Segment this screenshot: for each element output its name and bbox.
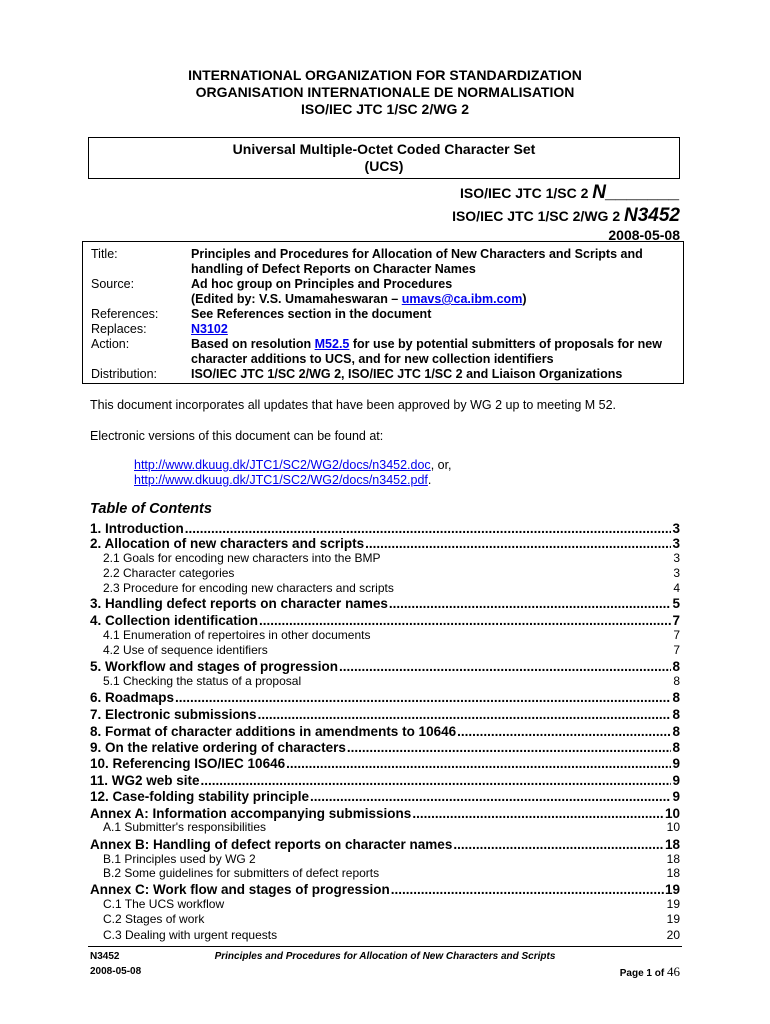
toc-entry-page: 8 — [672, 740, 680, 755]
doc-url-line — [134, 458, 452, 472]
toc-entry-page: 8 — [672, 707, 680, 722]
toc-entry-page: 7 — [672, 613, 680, 628]
toc-leader-dots — [201, 773, 672, 788]
toc-entry-title: 5.1 Checking the status of a proposal — [103, 674, 302, 688]
toc-entry-page: 3 — [673, 566, 680, 580]
pdf-url-line — [134, 473, 431, 487]
toc-leader-dots — [365, 536, 671, 551]
toc-entry-title: Annex C: Work flow and stages of progression — [90, 882, 390, 897]
toc-entry-title: C.2 Stages of work — [103, 912, 205, 926]
source-value-line1: Ad hoc group on Principles and Procedures — [191, 277, 453, 291]
title-value-line2: handling of Defect Reports on Character Names — [191, 262, 476, 276]
header-wg: ISO/IEC JTC 1/SC 2/WG 2 — [300, 101, 470, 117]
title-line1: Universal Multiple-Octet Coded Character Set — [232, 141, 536, 157]
toc-entry-title: 4.2 Use of sequence identifiers — [103, 643, 268, 657]
toc-entry-page: 3 — [673, 551, 680, 565]
toc-entry-page: 3 — [672, 521, 680, 536]
toc-entry[interactable] — [90, 536, 680, 551]
toc-entry-title: Annex B: Handling of defect reports on character names — [90, 837, 453, 852]
toc-entry-page: 8 — [672, 659, 680, 674]
references-value: See References section in the document — [191, 307, 432, 321]
toc-entry-title: Annex A: Information accompanying submissions — [90, 806, 412, 821]
toc-entry[interactable] — [90, 852, 680, 866]
toc-entry-page: 19 — [666, 912, 680, 926]
toc-entry-title: B.2 Some guidelines for submitters of defect reports — [103, 866, 380, 880]
toc-entry-page: 7 — [673, 628, 680, 642]
toc-entry[interactable] — [90, 566, 680, 580]
title-value-line1: Principles and Procedures for Allocation of New Characters and Scripts and — [191, 247, 643, 261]
toc-entry[interactable] — [90, 674, 680, 688]
toc-entry-page: 4 — [673, 581, 680, 595]
toc-entry-page: 8 — [672, 724, 680, 739]
toc-entry-page: 19 — [666, 897, 680, 911]
document-date: 2008-05-08 — [608, 227, 680, 243]
toc-entry-page: 18 — [666, 866, 680, 880]
toc-entry[interactable] — [90, 912, 680, 926]
toc-entry[interactable] — [90, 740, 680, 755]
toc-entry-title: 12. Case-folding stability principle — [90, 789, 310, 804]
toc-entry[interactable] — [90, 707, 680, 722]
replaces-link[interactable]: N3102 — [191, 322, 228, 336]
toc-entry[interactable] — [90, 806, 680, 821]
pdf-url-link[interactable]: http://www.dkuug.dk/JTC1/SC2/WG2/docs/n3452.pdf — [134, 473, 428, 487]
toc-leader-dots — [339, 659, 671, 674]
toc-title: Table of Contents — [90, 501, 212, 517]
toc-entry[interactable] — [90, 659, 680, 674]
toc-leader-dots — [175, 690, 671, 705]
toc-entry[interactable] — [90, 897, 680, 911]
source-close-paren: ) — [522, 292, 527, 306]
resolution-link[interactable]: M52.5 — [314, 337, 350, 351]
toc-entry[interactable] — [90, 820, 680, 834]
sc2-number: N_______ — [592, 182, 680, 203]
source-editor: (Edited by: V.S. Umamaheswaran – — [191, 292, 402, 306]
footer-divider — [88, 946, 682, 947]
source-value-line2 — [191, 292, 526, 306]
toc-entry[interactable] — [90, 628, 680, 642]
toc-entry[interactable] — [90, 756, 680, 771]
toc-entry-title: 10. Referencing ISO/IEC 10646 — [90, 756, 286, 771]
toc-leader-dots — [185, 521, 672, 536]
action-pre: Based on resolution — [191, 337, 315, 351]
toc-entry[interactable] — [90, 789, 680, 804]
header-org-fr: ORGANISATION INTERNATIONALE DE NORMALISATION — [195, 84, 575, 100]
wg2-document-number — [452, 205, 680, 227]
toc-entry-page: 9 — [672, 773, 680, 788]
toc-entry[interactable] — [90, 928, 680, 942]
sc2-prefix: ISO/IEC JTC 1/SC 2 — [460, 185, 593, 201]
toc-entry-page: 8 — [672, 690, 680, 705]
action-post: for use by potential submitters of proposals for new — [349, 337, 662, 351]
footer-page-total: 46 — [667, 964, 680, 979]
toc-entry[interactable] — [90, 643, 680, 657]
toc-entry-page: 19 — [664, 882, 680, 897]
toc-leader-dots — [259, 613, 671, 628]
replaces-label: Replaces: — [91, 322, 147, 336]
header-org-en: INTERNATIONAL ORGANIZATION FOR STANDARDIZATION — [188, 67, 582, 83]
toc-entry-title: 11. WG2 web site — [90, 773, 200, 788]
toc-entry-title: 2.2 Character categories — [103, 566, 235, 580]
title-line2: (UCS) — [364, 158, 404, 174]
toc-entry-page: 10 — [666, 820, 680, 834]
toc-entry-title: 4. Collection identification — [90, 613, 259, 628]
toc-entry-title: C.1 The UCS workflow — [103, 897, 225, 911]
toc-entry[interactable] — [90, 613, 680, 628]
toc-entry-title: 4.1 Enumeration of repertoires in other documents — [103, 628, 371, 642]
sc2-document-number — [460, 182, 680, 204]
toc-leader-dots — [310, 789, 671, 804]
action-label: Action: — [91, 337, 130, 351]
toc-entry[interactable] — [90, 690, 680, 705]
info-table — [82, 241, 684, 384]
distribution-label: Distribution: — [91, 367, 157, 381]
footer-page — [620, 964, 680, 980]
toc-entry-page: 8 — [673, 674, 680, 688]
toc-entry-page: 3 — [672, 536, 680, 551]
footer-date: 2008-05-08 — [90, 966, 142, 977]
wg2-prefix: ISO/IEC JTC 1/SC 2/WG 2 — [452, 208, 624, 224]
toc-entry[interactable] — [90, 581, 680, 595]
incorporation-paragraph: This document incorporates all updates that have been approved by WG 2 up to meeting M 52. — [90, 398, 617, 412]
toc-entry-page: 18 — [664, 837, 680, 852]
toc-entry-title: 8. Format of character additions in amendments to 10646 — [90, 724, 457, 739]
toc-entry-title: 5. Workflow and stages of progression — [90, 659, 339, 674]
toc-entry-title: 2. Allocation of new characters and scripts — [90, 536, 365, 551]
replaces-value — [191, 322, 228, 336]
toc-entry-page: 7 — [673, 643, 680, 657]
toc-entry[interactable] — [90, 773, 680, 788]
source-label: Source: — [91, 277, 135, 291]
toc-entry[interactable] — [90, 551, 680, 565]
doc-url-link[interactable]: http://www.dkuug.dk/JTC1/SC2/WG2/docs/n3452.doc — [134, 458, 431, 472]
toc-entry-page: 20 — [666, 928, 680, 942]
action-value-line1 — [191, 337, 662, 351]
toc-leader-dots — [258, 707, 672, 722]
toc-leader-dots — [391, 882, 664, 897]
toc-entry-title: 7. Electronic submissions — [90, 707, 257, 722]
editor-email-link[interactable]: umavs@ca.ibm.com — [401, 292, 523, 306]
toc-entry[interactable] — [90, 866, 680, 880]
toc-leader-dots — [412, 806, 664, 821]
toc-entry-title: 1. Introduction — [90, 521, 184, 536]
title-box — [88, 137, 680, 179]
footer-title: Principles and Procedures for Allocation of New Characters and Scripts — [214, 951, 556, 962]
doc-url-suffix: , or, — [430, 458, 452, 472]
toc-entry[interactable] — [90, 837, 680, 852]
toc-entry-title: 2.3 Procedure for encoding new characters and scripts — [103, 581, 394, 595]
distribution-value: ISO/IEC JTC 1/SC 2/WG 2, ISO/IEC JTC 1/SC 2 and Liaison Organizations — [191, 367, 623, 381]
toc-entry-title: B.1 Principles used by WG 2 — [103, 852, 256, 866]
toc-entry-title: 9. On the relative ordering of characters — [90, 740, 346, 755]
toc-entry-title: 2.1 Goals for encoding new characters into the BMP — [103, 551, 381, 565]
toc-leader-dots — [347, 740, 672, 755]
toc-entry-page: 18 — [666, 852, 680, 866]
toc-entry-page: 9 — [672, 789, 680, 804]
toc-entry[interactable] — [90, 882, 680, 897]
toc-leader-dots — [286, 756, 671, 771]
toc-entry[interactable] — [90, 596, 680, 611]
toc-entry-title: 6. Roadmaps — [90, 690, 175, 705]
footer-page-prefix: Page 1 of — [619, 968, 667, 979]
toc-entry[interactable] — [90, 521, 680, 536]
toc-leader-dots — [457, 724, 671, 739]
toc-entry-page: 9 — [672, 756, 680, 771]
electronic-versions-paragraph: Electronic versions of this document can be found at: — [90, 429, 384, 443]
toc-entry-page: 10 — [664, 806, 680, 821]
toc-leader-dots — [453, 837, 664, 852]
toc-entry-title: 3. Handling defect reports on character names — [90, 596, 388, 611]
pdf-url-suffix: . — [427, 473, 432, 487]
wg2-number: N3452 — [624, 205, 680, 226]
toc-entry-page: 5 — [672, 596, 680, 611]
toc-entry-title: A.1 Submitter's responsibilities — [103, 820, 267, 834]
action-value-line2: character additions to UCS, and for new collection identifiers — [191, 352, 554, 366]
references-label: References: — [91, 307, 159, 321]
toc-entry[interactable] — [90, 724, 680, 739]
footer-doc-number: N3452 — [90, 951, 120, 962]
toc-entry-title: C.3 Dealing with urgent requests — [103, 928, 278, 942]
toc-leader-dots — [389, 596, 672, 611]
title-label: Title: — [91, 247, 118, 261]
